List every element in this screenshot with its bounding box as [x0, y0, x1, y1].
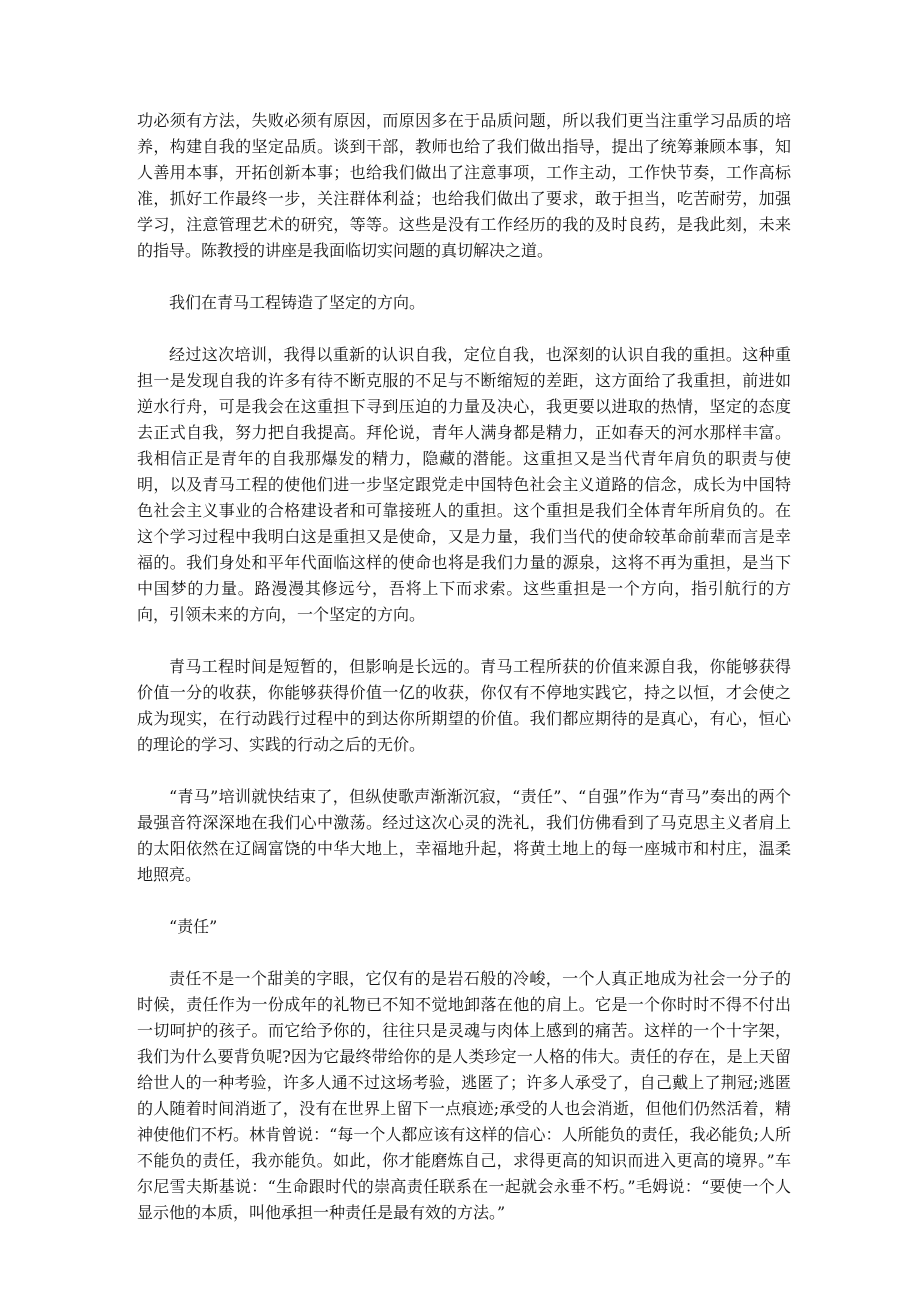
paragraph-3: 经过这次培训，我得以重新的认识自我，定位自我，也深刻的认识自我的重担。这种重担一是发现自我的许多有待不断克服的不足与不断缩短的差距，这方面给了我重担，前进如逆水行舟，可是我会在这重担下寻到压迫的力量及决心，我更要以进取的热情，坚定的态度去正式自我，努力把自我提高。拜伦说，青年人满身都是精力，正如春天的河水那样丰富。我相信正是青年的自我那爆发的精力，隐藏的潜能。这重担又是当代青年肩负的职责与使明，以及青马工程的使他们进一步坚定跟党走中国特色社会主义道路的信念，成长为中国特色社会主义事业的合格建设者和可靠接班人的重担。这个重担是我们全体青年所肩负的。在这个学习过程中我明白这是重担又是使命，又是力量，我们当代的使命较革命前辈而言是幸福的。我们身处和平年代面临这样的使命也将是我们力量的源泉，这将不再为重担，是当下中国梦的力量。路漫漫其修远兮，吾将上下而求索。这些重担是一个方向，指引航行的方向，引领未来的方向，一个坚定的方向。 [137, 345, 791, 624]
paragraph-5: “青马”培训就快结束了，但纵使歌声渐渐沉寂，“责任”、“自强”作为“青马”奏出的两个最强音符深深地在我们心中激荡。经过这次心灵的洗礼，我们仿佛看到了马克思主义者肩上的太阳依然在辽阔富饶的中华大地上，幸福地升起，将黄土地上的每一座城市和村庄，温柔地照亮。 [137, 787, 791, 884]
paragraph-4: 青马工程时间是短暂的，但影响是长远的。青马工程所获的价值来源自我，你能够获得价值一分的收获，你能够获得价值一亿的收获，你仅有不停地实践它，持之以恒，才会使之成为现实，在行动践行过程中的到达你所期望的价值。我们都应期待的是真心，有心，恒心的理论的学习、实践的行动之后的无价。 [137, 657, 791, 754]
document-page [137, 108, 791, 1252]
paragraph-heading-responsibility: “责任” [169, 917, 218, 936]
paragraph-heading-direction: 我们在青马工程铸造了坚定的方向。 [169, 293, 426, 312]
paragraph-1: 功必须有方法，失败必须有原因，而原因多在于品质问题，所以我们更当注重学习品质的培养，构建自我的坚定品质。谈到干部，教师也给了我们做出指导，提出了统筹兼顾本事，知人善用本事，开拓创新本事；也给我们做出了注意事项，工作主动，工作快节奏，工作高标准，抓好工作最终一步，关注群体利益；也给我们做出了要求，敢于担当，吃苦耐劳，加强学习，注意管理艺术的研究，等等。这些是没有工作经历的我的及时良药，是我此刻，未来的指导。陈教授的讲座是我面临切实问题的真切解决之道。 [137, 111, 791, 260]
paragraph-7: 责任不是一个甜美的字眼，它仅有的是岩石般的冷峻，一个人真正地成为社会一分子的时候，责任作为一份成年的礼物已不知不觉地卸落在他的肩上。它是一个你时时不得不付出一切呵护的孩子。而它给予你的，往往只是灵魂与肉体上感到的痛苦。这样的一个十字架，我们为什么要背负呢?因为它最终带给你的是人类珍定一人格的伟大。责任的存在，是上天留给世人的一种考验，许多人通不过这场考验，逃匿了；许多人承受了，自己戴上了荆冠;逃匿的人随着时间消逝了，没有在世界上留下一点痕迹;承受的人也会消逝，但他们仍然活着，精神使他们不朽。林肯曾说：“每一个人都应该有这样的信心：人所能负的责任，我必能负;人所不能负的责任，我亦能负。如此，你才能磨炼自己，求得更高的知识而进入更高的境界。”车尔尼雪夫斯基说：“生命跟时代的崇高责任联系在一起就会永垂不朽。”毛姆说：“要使一个人显示他的本质，叫他承担一种责任是最有效的方法。” [137, 969, 791, 1222]
